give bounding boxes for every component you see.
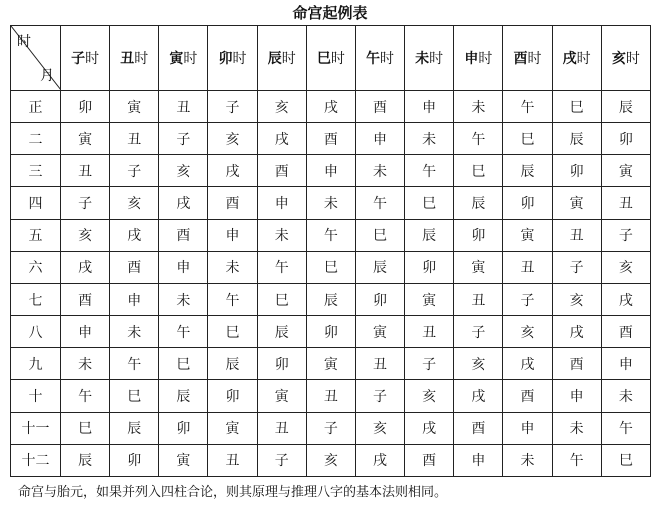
- palace-cell: 寅: [306, 348, 355, 380]
- palace-cell: 丑: [503, 251, 552, 283]
- hour-header: [159, 26, 208, 91]
- palace-cell: 酉: [405, 444, 454, 476]
- palace-cell: 卯: [208, 380, 257, 412]
- palace-cell: 午: [503, 91, 552, 123]
- palace-cell: 午: [61, 380, 110, 412]
- palace-cell: 亥: [159, 155, 208, 187]
- palace-cell: 午: [257, 251, 306, 283]
- palace-cell: 戌: [110, 219, 159, 251]
- palace-cell: 未: [503, 444, 552, 476]
- hour-branch: 亥: [611, 51, 626, 67]
- palace-cell: 亥: [208, 123, 257, 155]
- palace-cell: 寅: [110, 91, 159, 123]
- palace-cell: 子: [405, 348, 454, 380]
- palace-cell: 丑: [552, 219, 601, 251]
- palace-cell: 丑: [306, 380, 355, 412]
- palace-cell: 丑: [405, 316, 454, 348]
- month-label: 十二: [11, 444, 61, 476]
- palace-cell: 酉: [61, 283, 110, 315]
- hour-header: [61, 26, 110, 91]
- month-axis-label: 月: [40, 68, 54, 84]
- palace-cell: 亥: [552, 283, 601, 315]
- palace-cell: 子: [601, 219, 650, 251]
- palace-cell: 午: [306, 219, 355, 251]
- palace-cell: 子: [503, 283, 552, 315]
- table-row: [11, 219, 651, 251]
- palace-cell: 未: [61, 348, 110, 380]
- palace-cell: 申: [61, 316, 110, 348]
- palace-cell: 午: [454, 123, 503, 155]
- month-label: 五: [11, 219, 61, 251]
- hour-header: [405, 26, 454, 91]
- hour-header: [355, 26, 404, 91]
- palace-cell: 戌: [257, 123, 306, 155]
- header-row: [11, 26, 651, 91]
- hour-branch: 卯: [218, 51, 233, 67]
- palace-cell: 辰: [405, 219, 454, 251]
- hour-branch: 戌: [562, 51, 577, 67]
- palace-cell: 丑: [257, 412, 306, 444]
- palace-cell: 未: [257, 219, 306, 251]
- palace-cell: 酉: [257, 155, 306, 187]
- hour-header: [208, 26, 257, 91]
- palace-cell: 申: [110, 283, 159, 315]
- palace-cell: 辰: [306, 283, 355, 315]
- palace-cell: 戌: [208, 155, 257, 187]
- palace-cell: 丑: [159, 91, 208, 123]
- footnote: 命宫与胎元，如果并列入四柱合论，则其原理与推理八字的基本法则相同。: [18, 485, 448, 500]
- hour-branch: 申: [464, 51, 479, 67]
- hour-branch: 未: [415, 51, 430, 67]
- palace-cell: 亥: [601, 251, 650, 283]
- palace-cell: 巳: [454, 155, 503, 187]
- palace-cell: 卯: [257, 348, 306, 380]
- month-label: 十一: [11, 412, 61, 444]
- table-row: [11, 316, 651, 348]
- palace-cell: 寅: [159, 444, 208, 476]
- hour-suffix: 时: [281, 51, 296, 67]
- palace-cell: 戌: [454, 380, 503, 412]
- palace-cell: 卯: [601, 123, 650, 155]
- hour-suffix: 时: [380, 51, 395, 67]
- palace-cell: 酉: [306, 123, 355, 155]
- palace-cell: 未: [110, 316, 159, 348]
- hour-suffix: 时: [232, 51, 247, 67]
- hour-branch: 辰: [267, 51, 282, 67]
- palace-cell: 寅: [552, 187, 601, 219]
- palace-cell: 子: [257, 444, 306, 476]
- palace-cell: 丑: [61, 155, 110, 187]
- table-row: [11, 251, 651, 283]
- palace-cell: 申: [159, 251, 208, 283]
- palace-cell: 巳: [257, 283, 306, 315]
- palace-cell: 酉: [159, 219, 208, 251]
- palace-cell: 午: [552, 444, 601, 476]
- ming-gong-table: [10, 25, 651, 477]
- hour-branch: 酉: [513, 51, 528, 67]
- palace-cell: 卯: [61, 91, 110, 123]
- palace-cell: 午: [110, 348, 159, 380]
- month-label: 二: [11, 123, 61, 155]
- hour-axis-label: 时: [17, 34, 31, 50]
- palace-cell: 戌: [306, 91, 355, 123]
- hour-header: [257, 26, 306, 91]
- palace-cell: 子: [306, 412, 355, 444]
- palace-cell: 寅: [601, 155, 650, 187]
- palace-cell: 亥: [306, 444, 355, 476]
- palace-cell: 戌: [159, 187, 208, 219]
- hour-suffix: 时: [478, 51, 493, 67]
- hour-suffix: 时: [330, 51, 345, 67]
- palace-cell: 寅: [61, 123, 110, 155]
- hour-header: [601, 26, 650, 91]
- palace-cell: 子: [61, 187, 110, 219]
- palace-cell: 丑: [454, 283, 503, 315]
- month-label: 十: [11, 380, 61, 412]
- palace-cell: 子: [454, 316, 503, 348]
- palace-cell: 午: [601, 412, 650, 444]
- palace-cell: 巳: [306, 251, 355, 283]
- palace-cell: 未: [306, 187, 355, 219]
- palace-cell: 丑: [355, 348, 404, 380]
- palace-cell: 亥: [454, 348, 503, 380]
- palace-cell: 寅: [454, 251, 503, 283]
- month-label: 四: [11, 187, 61, 219]
- palace-cell: 酉: [355, 91, 404, 123]
- palace-cell: 辰: [110, 412, 159, 444]
- palace-cell: 寅: [257, 380, 306, 412]
- palace-cell: 未: [405, 123, 454, 155]
- palace-cell: 午: [405, 155, 454, 187]
- palace-cell: 酉: [110, 251, 159, 283]
- palace-cell: 酉: [503, 380, 552, 412]
- table-row: [11, 155, 651, 187]
- palace-cell: 戌: [405, 412, 454, 444]
- table-row: [11, 187, 651, 219]
- palace-cell: 丑: [601, 187, 650, 219]
- month-label: 正: [11, 91, 61, 123]
- palace-cell: 巳: [601, 444, 650, 476]
- palace-cell: 亥: [503, 316, 552, 348]
- palace-cell: 卯: [159, 412, 208, 444]
- palace-cell: 申: [355, 123, 404, 155]
- palace-cell: 申: [306, 155, 355, 187]
- hour-suffix: 时: [183, 51, 198, 67]
- table-row: [11, 348, 651, 380]
- palace-cell: 寅: [355, 316, 404, 348]
- palace-cell: 子: [208, 91, 257, 123]
- palace-cell: 戌: [61, 251, 110, 283]
- palace-cell: 巳: [208, 316, 257, 348]
- palace-cell: 午: [355, 187, 404, 219]
- table-row: [11, 380, 651, 412]
- palace-cell: 辰: [208, 348, 257, 380]
- palace-cell: 戌: [601, 283, 650, 315]
- palace-cell: 卯: [552, 155, 601, 187]
- palace-cell: 酉: [454, 412, 503, 444]
- hour-suffix: 时: [576, 51, 591, 67]
- table-row: [11, 412, 651, 444]
- palace-cell: 戌: [552, 316, 601, 348]
- palace-cell: 巳: [355, 219, 404, 251]
- hour-header: [306, 26, 355, 91]
- hour-branch: 寅: [169, 51, 184, 67]
- hour-header: [552, 26, 601, 91]
- palace-cell: 辰: [552, 123, 601, 155]
- palace-cell: 午: [159, 316, 208, 348]
- palace-cell: 巳: [503, 123, 552, 155]
- palace-cell: 亥: [61, 219, 110, 251]
- palace-cell: 巳: [61, 412, 110, 444]
- month-label: 七: [11, 283, 61, 315]
- table-row: [11, 123, 651, 155]
- palace-cell: 丑: [208, 444, 257, 476]
- hour-suffix: 时: [625, 51, 640, 67]
- palace-cell: 卯: [503, 187, 552, 219]
- palace-cell: 未: [208, 251, 257, 283]
- palace-cell: 申: [454, 444, 503, 476]
- palace-cell: 巳: [159, 348, 208, 380]
- table-body: [11, 91, 651, 477]
- hour-header: [454, 26, 503, 91]
- page-title: 命宫起例表: [292, 4, 368, 22]
- palace-cell: 子: [355, 380, 404, 412]
- palace-cell: 酉: [601, 316, 650, 348]
- palace-cell: 巳: [110, 380, 159, 412]
- hour-header: [503, 26, 552, 91]
- palace-cell: 亥: [355, 412, 404, 444]
- table-row: [11, 91, 651, 123]
- palace-cell: 申: [208, 219, 257, 251]
- hour-branch: 子: [71, 51, 86, 67]
- month-label: 九: [11, 348, 61, 380]
- month-label: 八: [11, 316, 61, 348]
- hour-suffix: 时: [527, 51, 542, 67]
- palace-cell: 丑: [110, 123, 159, 155]
- palace-cell: 辰: [257, 316, 306, 348]
- hour-branch: 巳: [316, 51, 331, 67]
- palace-cell: 卯: [110, 444, 159, 476]
- palace-cell: 亥: [257, 91, 306, 123]
- month-label: 三: [11, 155, 61, 187]
- hour-suffix: 时: [85, 51, 100, 67]
- palace-cell: 卯: [405, 251, 454, 283]
- palace-cell: 亥: [405, 380, 454, 412]
- palace-cell: 未: [552, 412, 601, 444]
- palace-cell: 卯: [454, 219, 503, 251]
- palace-cell: 未: [355, 155, 404, 187]
- palace-cell: 辰: [503, 155, 552, 187]
- palace-cell: 申: [257, 187, 306, 219]
- table-row: [11, 444, 651, 476]
- palace-cell: 辰: [601, 91, 650, 123]
- hour-suffix: 时: [134, 51, 149, 67]
- palace-cell: 寅: [208, 412, 257, 444]
- palace-cell: 辰: [454, 187, 503, 219]
- palace-cell: 辰: [61, 444, 110, 476]
- palace-cell: 寅: [503, 219, 552, 251]
- palace-cell: 巳: [552, 91, 601, 123]
- palace-cell: 申: [552, 380, 601, 412]
- hour-header: [110, 26, 159, 91]
- hour-suffix: 时: [429, 51, 444, 67]
- palace-cell: 未: [454, 91, 503, 123]
- palace-cell: 申: [405, 91, 454, 123]
- corner-cell: [11, 26, 61, 91]
- palace-cell: 酉: [208, 187, 257, 219]
- palace-cell: 子: [159, 123, 208, 155]
- palace-cell: 未: [601, 380, 650, 412]
- palace-cell: 亥: [110, 187, 159, 219]
- palace-cell: 戌: [355, 444, 404, 476]
- palace-cell: 未: [159, 283, 208, 315]
- palace-cell: 子: [552, 251, 601, 283]
- hour-branch: 丑: [120, 51, 135, 67]
- palace-cell: 卯: [306, 316, 355, 348]
- palace-cell: 午: [208, 283, 257, 315]
- palace-cell: 巳: [405, 187, 454, 219]
- month-label: 六: [11, 251, 61, 283]
- palace-cell: 卯: [355, 283, 404, 315]
- palace-cell: 申: [503, 412, 552, 444]
- table-row: [11, 283, 651, 315]
- hour-branch: 午: [366, 51, 381, 67]
- palace-cell: 子: [110, 155, 159, 187]
- palace-cell: 辰: [159, 380, 208, 412]
- palace-cell: 辰: [355, 251, 404, 283]
- palace-cell: 酉: [552, 348, 601, 380]
- palace-cell: 戌: [503, 348, 552, 380]
- palace-cell: 申: [601, 348, 650, 380]
- palace-cell: 寅: [405, 283, 454, 315]
